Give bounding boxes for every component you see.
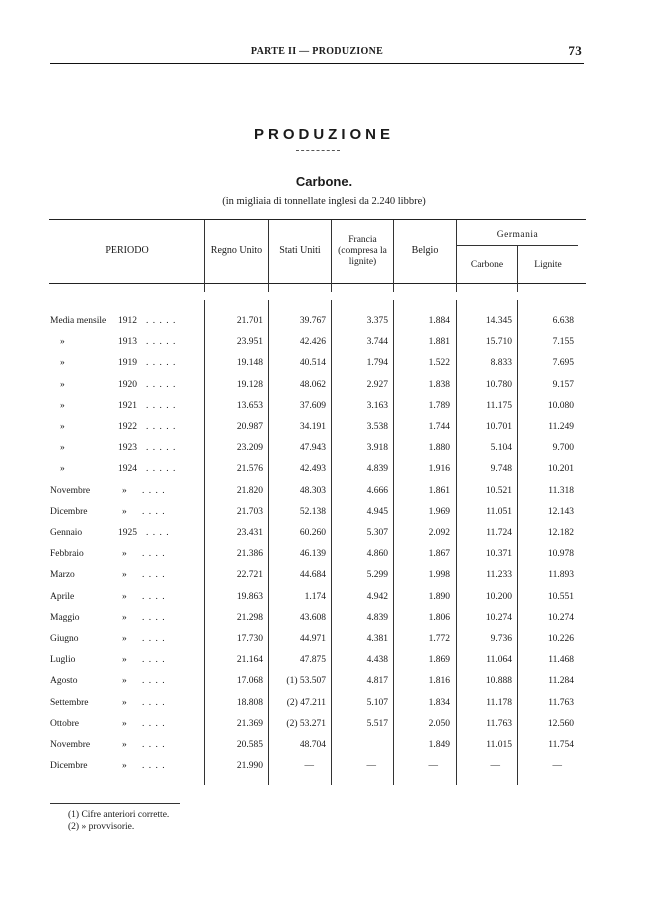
row-value: 10.888	[485, 676, 512, 687]
row-period-label: Maggio	[50, 612, 80, 623]
row-value: 10.200	[485, 591, 512, 602]
row-value: 34.191	[299, 422, 326, 432]
row-value: 19.128	[236, 379, 263, 390]
row-value: 4.942	[366, 591, 388, 602]
row-value: 3.744	[366, 337, 388, 348]
row-value: 1.890	[428, 591, 450, 602]
row-value: 17.730	[236, 634, 263, 644]
row-value: —	[490, 761, 500, 772]
row-value: 1.772	[428, 634, 450, 644]
col-divider	[268, 220, 269, 292]
row-leader-dots: . . . .	[142, 718, 166, 729]
row-value: 14.345	[485, 316, 512, 326]
row-period-label: Aprile	[50, 591, 75, 602]
row-value: 1.881	[428, 337, 450, 348]
row-leader-dots: . . . .	[142, 485, 166, 496]
row-value: 3.538	[366, 422, 388, 432]
table-row	[0, 740, 648, 754]
row-value: 5.107	[366, 697, 388, 708]
row-value: 21.369	[236, 718, 263, 729]
row-period-label: »	[60, 422, 65, 432]
row-leader-dots: . . . .	[142, 761, 166, 772]
row-value: 11.763	[486, 718, 512, 729]
row-value: 21.298	[236, 612, 263, 623]
col-divider	[331, 300, 332, 785]
row-value: 1.869	[428, 655, 450, 666]
col-divider	[517, 300, 518, 785]
table-row	[0, 676, 648, 690]
row-year: »	[122, 718, 127, 729]
row-period-label: »	[60, 337, 65, 348]
row-value: 44.684	[299, 570, 326, 581]
row-period-label: »	[60, 379, 65, 390]
row-value: —	[366, 761, 376, 772]
row-value: 11.178	[486, 697, 512, 708]
row-value: 21.386	[236, 549, 263, 560]
row-value: 11.893	[548, 570, 574, 581]
row-value: 42.493	[299, 464, 326, 475]
row-value: 1.816	[428, 676, 450, 687]
row-value: (1) 53.507	[286, 676, 326, 687]
row-leader-dots: . . . .	[142, 591, 166, 602]
row-value: 1.849	[428, 740, 450, 750]
row-value: 21.576	[236, 464, 263, 475]
footnotes	[68, 809, 169, 833]
row-year: »	[122, 485, 127, 496]
row-value: 48.704	[299, 740, 326, 750]
row-value: 4.666	[366, 485, 388, 496]
row-value: 7.155	[552, 337, 574, 348]
row-value: 21.820	[236, 485, 263, 496]
row-value: 23.431	[236, 528, 263, 538]
row-value: 2.092	[428, 528, 450, 538]
row-value: 60.260	[299, 528, 326, 538]
row-value: 20.987	[236, 422, 263, 432]
row-year: 1920	[118, 379, 137, 390]
col-divider	[204, 220, 205, 292]
footnote-rule	[50, 803, 180, 804]
row-leader-dots: . . . .	[142, 740, 166, 750]
row-value: 11.249	[548, 422, 574, 432]
table-row	[0, 316, 648, 330]
table-row	[0, 486, 648, 500]
row-value: 1.174	[304, 591, 326, 602]
row-leader-dots: . . . . .	[146, 464, 177, 475]
row-leader-dots: . . . . .	[146, 337, 177, 348]
row-period-label: Media mensile	[50, 316, 107, 326]
row-value: 1.867	[428, 549, 450, 560]
table-row	[0, 422, 648, 436]
row-value: 37.609	[299, 400, 326, 411]
table-row	[0, 337, 648, 351]
header-carbone: Carbone	[470, 260, 504, 270]
table-row	[0, 613, 648, 627]
row-leader-dots: . . . .	[142, 634, 166, 644]
row-period-label: Febbraio	[50, 549, 84, 560]
row-value: 21.164	[236, 655, 263, 666]
table-row	[0, 464, 648, 478]
row-value: 9.736	[490, 634, 512, 644]
row-value: 5.104	[490, 443, 512, 454]
table-header-rule	[49, 283, 586, 284]
row-value: 1.998	[428, 570, 450, 581]
row-period-label: Marzo	[50, 570, 75, 581]
row-value: 10.978	[547, 549, 574, 560]
row-year: 1912	[118, 316, 137, 326]
header-francia	[332, 235, 393, 268]
row-value: 40.514	[299, 358, 326, 369]
row-value: 44.971	[299, 634, 326, 644]
row-year: 1923	[118, 443, 137, 454]
table-row	[0, 549, 648, 563]
row-value: 12.182	[547, 528, 574, 538]
header-francia-line: Francia	[348, 235, 377, 245]
row-value: 4.817	[366, 676, 388, 687]
row-value: 10.521	[485, 485, 512, 496]
row-leader-dots: . . . .	[142, 549, 166, 560]
table-row	[0, 528, 648, 542]
row-year: 1921	[118, 400, 137, 411]
row-value: 21.990	[236, 761, 263, 772]
table-row	[0, 570, 648, 584]
row-value: 11.064	[486, 655, 512, 666]
table-row	[0, 761, 648, 775]
row-value: 1.884	[428, 316, 450, 326]
header-francia-line: lignite)	[348, 257, 377, 267]
row-value: 1.834	[428, 697, 450, 708]
row-value: 22.721	[236, 570, 263, 581]
row-value: 3.918	[366, 443, 388, 454]
row-value: 10.371	[485, 549, 512, 560]
footnote: (2) » provvisorie.	[68, 822, 135, 832]
row-period-label: Agosto	[50, 676, 78, 687]
row-year: 1919	[118, 358, 137, 369]
row-value: 43.608	[299, 612, 326, 623]
row-period-label: »	[60, 400, 65, 411]
page-number: 73	[568, 43, 582, 58]
row-year: »	[122, 612, 127, 623]
row-value: 6.638	[552, 316, 574, 326]
col-divider	[393, 300, 394, 785]
row-value: 19.148	[236, 358, 263, 369]
row-value: —	[304, 761, 314, 772]
table-row	[0, 719, 648, 733]
row-value: 12.560	[547, 718, 574, 729]
footnote: (1) Cifre anteriori corrette.	[68, 810, 170, 820]
col-divider	[456, 300, 457, 785]
row-period-label: Novembre	[50, 740, 91, 750]
row-leader-dots: . . . . .	[146, 358, 177, 369]
table-row	[0, 401, 648, 415]
row-value: 11.763	[548, 697, 574, 708]
row-leader-dots: . . . .	[142, 506, 166, 517]
row-leader-dots: . . . .	[142, 655, 166, 666]
row-year: »	[122, 591, 127, 602]
row-value: 42.426	[299, 337, 326, 348]
row-year: »	[122, 676, 127, 687]
header-francia-line: (compresa la	[338, 246, 387, 256]
row-value: 1.522	[428, 358, 450, 369]
row-year: »	[122, 506, 127, 517]
row-period-label: Settembre	[50, 697, 89, 708]
row-year: »	[122, 740, 127, 750]
row-value: 10.274	[547, 612, 574, 623]
row-period-label: Dicembre	[50, 506, 88, 517]
row-value: 19.863	[236, 591, 263, 602]
table-row	[0, 592, 648, 606]
row-year: »	[122, 634, 127, 644]
row-value: 11.051	[486, 506, 512, 517]
row-value: 5.517	[366, 718, 388, 729]
row-value: 1.744	[428, 422, 450, 432]
row-value: —	[428, 761, 438, 772]
row-year: »	[122, 761, 127, 772]
row-value: 52.138	[299, 506, 326, 517]
page-title: PRODUZIONE	[253, 126, 394, 143]
row-year: »	[122, 655, 127, 666]
row-value: 11.233	[486, 570, 512, 581]
row-leader-dots: . . . . .	[146, 379, 177, 390]
header-periodo: PERIODO	[105, 245, 149, 256]
page-header	[52, 44, 582, 62]
row-year: 1925	[118, 528, 137, 538]
row-year: »	[122, 570, 127, 581]
row-value: 7.695	[552, 358, 574, 369]
table-row	[0, 380, 648, 394]
row-period-label: »	[60, 464, 65, 475]
row-value: 8.833	[490, 358, 512, 369]
row-value: 1.861	[428, 485, 450, 496]
header-germania: Germania	[496, 230, 539, 240]
row-period-label: »	[60, 443, 65, 454]
row-year: »	[122, 697, 127, 708]
table-units-note: (in migliaia di tonnellate inglesi da 2.240 libbre)	[222, 196, 426, 207]
row-value: 9.157	[552, 379, 574, 390]
row-value: —	[552, 761, 562, 772]
table-subtitle: Carbone.	[295, 174, 353, 189]
row-value: 39.767	[299, 316, 326, 326]
row-value: 1.806	[428, 612, 450, 623]
row-value: 10.701	[485, 422, 512, 432]
row-value: 4.860	[366, 549, 388, 560]
row-value: 4.839	[366, 612, 388, 623]
row-value: 1.838	[428, 379, 450, 390]
col-divider	[268, 300, 269, 785]
row-value: 12.143	[547, 506, 574, 517]
row-value: 4.381	[366, 634, 388, 644]
row-value: (2) 53.271	[286, 718, 326, 729]
row-value: 9.700	[552, 443, 574, 454]
row-period-label: Novembre	[50, 485, 91, 496]
row-value: 23.209	[236, 443, 263, 454]
header-lignite: Lignite	[534, 260, 562, 270]
row-period-label: Gennaio	[50, 528, 83, 538]
row-value: 11.175	[486, 400, 512, 411]
row-period-label: Ottobre	[50, 718, 80, 729]
row-value: 2.927	[366, 379, 388, 390]
row-value: 10.201	[547, 464, 574, 475]
row-value: 1.794	[366, 358, 388, 369]
row-value: 48.303	[299, 485, 326, 496]
row-value: 21.701	[236, 316, 263, 326]
row-period-label: Giugno	[50, 634, 79, 644]
row-value: 4.945	[366, 506, 388, 517]
table-row	[0, 698, 648, 712]
table-row	[0, 655, 648, 669]
row-leader-dots: . . . . .	[146, 443, 177, 454]
row-value: 1.969	[428, 506, 450, 517]
title-divider	[296, 150, 340, 151]
row-value: 10.080	[547, 400, 574, 411]
row-leader-dots: . . . . .	[146, 422, 177, 432]
row-value: 1.880	[428, 443, 450, 454]
row-year: 1922	[118, 422, 137, 432]
row-year: »	[122, 549, 127, 560]
row-value: 1.789	[428, 400, 450, 411]
row-value: 10.226	[547, 634, 574, 644]
row-value: 11.015	[486, 740, 512, 750]
col-divider	[393, 220, 394, 292]
row-leader-dots: . . . . .	[146, 400, 177, 411]
table-row	[0, 443, 648, 457]
row-leader-dots: . . . .	[142, 697, 166, 708]
row-value: 4.839	[366, 464, 388, 475]
row-value: 10.780	[485, 379, 512, 390]
row-value: 17.068	[236, 676, 263, 687]
row-year: 1913	[118, 337, 137, 348]
row-value: 4.438	[366, 655, 388, 666]
row-period-label: Dicembre	[50, 761, 88, 772]
col-divider	[204, 300, 205, 785]
row-value: 5.299	[366, 570, 388, 581]
row-leader-dots: . . . .	[142, 612, 166, 623]
row-value: 1.916	[428, 464, 450, 475]
row-value: 47.943	[299, 443, 326, 454]
row-value: (2) 47.211	[286, 697, 326, 708]
row-value: 9.748	[490, 464, 512, 475]
header-stati-uniti: Stati Uniti	[279, 245, 321, 256]
row-value: 20.585	[236, 740, 263, 750]
row-value: 46.139	[299, 549, 326, 560]
row-value: 2.050	[428, 718, 450, 729]
row-value: 3.375	[366, 316, 388, 326]
row-period-label: »	[60, 358, 65, 369]
row-value: 3.163	[366, 400, 388, 411]
row-value: 10.274	[485, 612, 512, 623]
row-value: 23.951	[236, 337, 263, 348]
table-row	[0, 358, 648, 372]
row-value: 15.710	[485, 337, 512, 348]
row-leader-dots: . . . .	[146, 528, 170, 538]
header-rule	[50, 63, 584, 64]
row-value: 11.318	[548, 485, 574, 496]
row-value: 21.703	[236, 506, 263, 517]
header-regno-unito: Regno Unito	[210, 245, 263, 256]
row-leader-dots: . . . .	[142, 676, 166, 687]
table-row	[0, 507, 648, 521]
row-value: 11.724	[486, 528, 512, 538]
running-title: PARTE II — PRODUZIONE	[250, 46, 384, 57]
row-value: 10.551	[547, 591, 574, 602]
row-value: 11.284	[548, 676, 574, 687]
row-year: 1924	[118, 464, 137, 475]
row-value: 13.653	[236, 400, 263, 411]
table-top-rule	[49, 219, 586, 220]
header-belgio: Belgio	[411, 245, 439, 256]
row-period-label: Luglio	[50, 655, 76, 666]
row-value: 11.468	[548, 655, 574, 666]
row-value: 47.875	[299, 655, 326, 666]
row-value: 48.062	[299, 379, 326, 390]
row-leader-dots: . . . .	[142, 570, 166, 581]
row-leader-dots: . . . . .	[146, 316, 177, 326]
row-value: 18.808	[236, 697, 263, 708]
row-value: 11.754	[548, 740, 574, 750]
row-value: 5.307	[366, 528, 388, 538]
table-row	[0, 634, 648, 648]
